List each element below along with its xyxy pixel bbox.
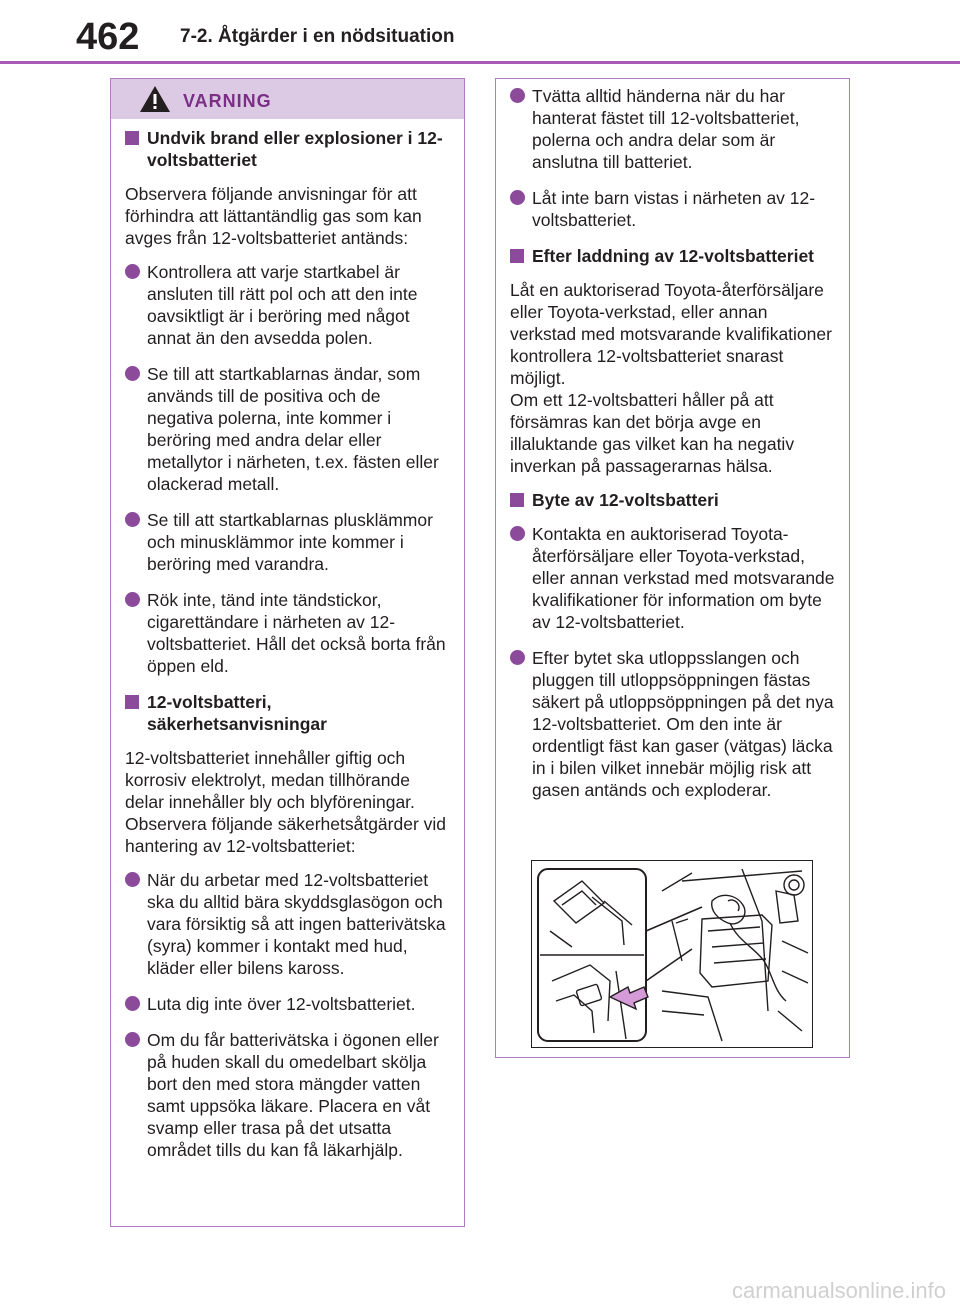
section-heading-fire (125, 127, 450, 171)
warning-label: VARNING (183, 91, 272, 111)
heading-text: 12-voltsbatteri, säkerhetsanvisningar (147, 692, 327, 734)
list-item-text: Tvätta alltid händerna när du har hanterat fästet till 12-voltsbatteriet, polerna och andra delar som är anslutna till batteriet. (532, 86, 800, 172)
list-item (125, 1029, 450, 1161)
paragraph: Låt en auktoriserad Toyota-återförsäljare eller Toyota-verkstad, eller annan verkstad med motsvarande kvalifikationer kontrollera 12-voltsbatteriet snarast möjligt. (510, 280, 832, 388)
list-item (125, 589, 450, 677)
list-item (510, 85, 835, 173)
list-item (125, 363, 450, 495)
heading-text: Undvik brand eller explosioner i 12-voltsbatteriet (147, 128, 443, 170)
warning-box (110, 78, 465, 1227)
warning-header (111, 79, 464, 119)
intro-paragraph: Observera följande anvisningar för att förhindra att lättantändlig gas som kan avges från 12-voltsbatteriet antänds: (125, 184, 422, 248)
list-item-text: Låt inte barn vistas i närheten av 12-voltsbatteriet. (532, 188, 816, 230)
header-rule (0, 61, 960, 64)
list-item-text: Efter bytet ska utloppsslangen och pluggen till utloppsöppningen fästas säkert på utloppsöppningen på det nya 12-voltsbatteriet. Om den inte är ordentligt fäst kan gaser (vätgas) läcka in i bilen vilket innebär möjlig risk att gasen antänds och exploderar. (532, 648, 834, 800)
round-bullet-icon (510, 650, 525, 665)
intro-paragraph: 12-voltsbatteriet innehåller giftig och korrosiv elektrolyt, medan tillhörande delar innehåller bly och blyföreningar. Observera följande säkerhetsåtgärder vid hantering av 12-voltsbatteriet: (125, 748, 447, 856)
round-bullet-icon (125, 996, 140, 1011)
square-bullet-icon (510, 493, 524, 507)
pointer-arrow (610, 987, 648, 1009)
list-item (510, 647, 835, 801)
watermark: carmanualsonline.info (731, 1278, 946, 1303)
round-bullet-icon (125, 366, 140, 381)
round-bullet-icon (125, 1032, 140, 1047)
section-heading-after-charge (510, 245, 835, 267)
round-bullet-icon (125, 264, 140, 279)
paragraph: Om ett 12-voltsbatteri håller på att försämras kan det börja avge en illaluktande gas vilket kan ha negativ inverkan på passagerarnas hälsa. (510, 390, 795, 476)
list-item-text: Rök inte, tänd inte tändstickor, cigarettändare i närheten av 12-voltsbatteriet. Håll det också borta från öppen eld. (147, 590, 446, 676)
square-bullet-icon (125, 131, 139, 145)
page-number: 462 (76, 16, 140, 58)
list-item-text: När du arbetar med 12-voltsbatteriet ska du alltid bära skyddsglasögon och vara försiktig så att ingen batterivätska (syra) kommer i kontakt med hud, kläder eller bilens kaross. (147, 870, 446, 978)
list-item-text: Luta dig inte över 12-voltsbatteriet. (147, 994, 416, 1014)
round-bullet-icon (510, 526, 525, 541)
square-bullet-icon (125, 695, 139, 709)
page-header (0, 0, 960, 64)
round-bullet-icon (125, 512, 140, 527)
list-item-text: Se till att startkablarnas ändar, som används till de positiva och de negativa polerna, inte kommer i beröring med andra delar eller metallytor i närheten, t.ex. fästen eller olackerad metall. (147, 364, 439, 494)
battery-illustration (531, 860, 813, 1048)
round-bullet-icon (125, 592, 140, 607)
round-bullet-icon (510, 190, 525, 205)
section-heading-replace (510, 489, 835, 511)
section-heading-safety (125, 691, 450, 735)
list-item-text: Om du får batterivätska i ögonen eller på huden skall du omedelbart skölja bort den med stora mängder vatten samt uppsöka läkare. Placera en våt svamp eller trasa på det utsatta området tills du kan få läkarhjälp. (147, 1030, 439, 1160)
heading-text: Efter laddning av 12-voltsbatteriet (532, 246, 815, 266)
list-item-text: Kontakta en auktoriserad Toyota-återförsäljare eller Toyota-verkstad, eller annan verkstad med motsvarande kvalifikationer för information om byte av 12-voltsbatteriet. (532, 524, 835, 632)
round-bullet-icon (125, 872, 140, 887)
list-item (125, 993, 450, 1015)
warning-triangle-icon (139, 85, 171, 113)
list-item (510, 187, 835, 231)
battery-vent-diagram (532, 861, 813, 1048)
list-item (510, 523, 835, 633)
square-bullet-icon (510, 249, 524, 263)
round-bullet-icon (510, 88, 525, 103)
heading-text: Byte av 12-voltsbatteri (532, 490, 719, 510)
list-item (125, 261, 450, 349)
list-item (125, 509, 450, 575)
list-item-text: Kontrollera att varje startkabel är ansluten till rätt pol och att den inte oavsiktligt är i beröring med något annat än den avsedda polen. (147, 262, 418, 348)
list-item-text: Se till att startkablarnas plusklämmor och minusklämmor inte kommer i beröring med varandra. (147, 510, 433, 574)
list-item (125, 869, 450, 979)
section-title: 7-2. Åtgärder i en nödsituation (180, 26, 455, 47)
